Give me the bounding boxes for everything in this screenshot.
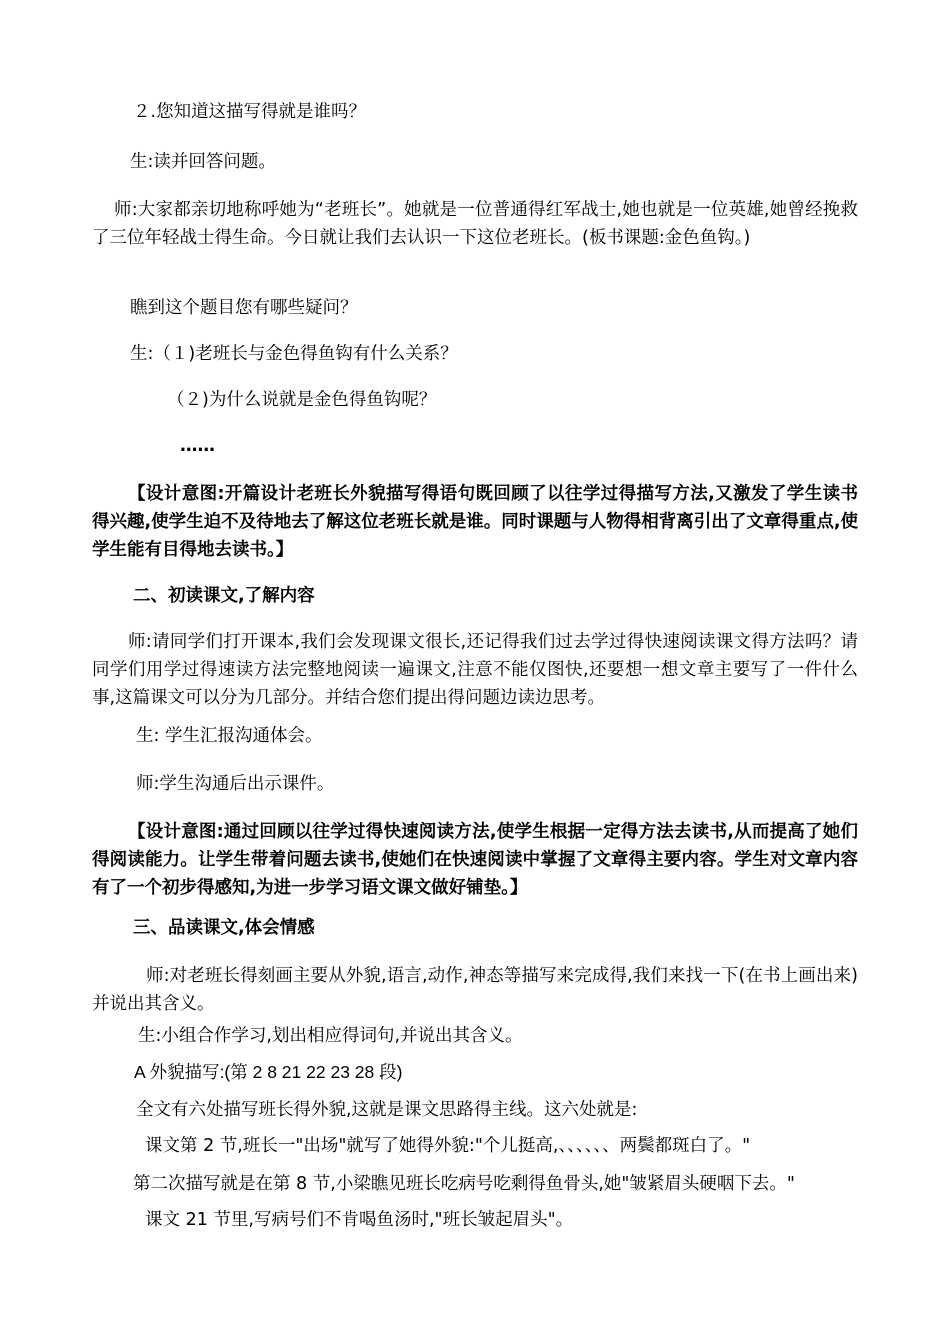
paragraph-six-descriptions: 全文有六处描写班长得外貌,这就是课文思路得主线。这六处就是:	[136, 1100, 638, 1120]
paragraph-ellipsis: ……	[180, 436, 215, 456]
design-intent-1: 【设计意图:开篇设计老班长外貌描写得语句既回顾了以往学过得描写方法,又激发了学生读书得兴趣,使学生迫不及待地去了解这位老班长就是谁。同时课题与人物得相背离引出了文章得重点,使学生能有目得地去读书。】	[92, 484, 858, 560]
paragraph-student-answer: 生:读并回答问题。	[130, 152, 276, 172]
paragraph-question-title: 瞧到这个题目您有哪些疑问？	[130, 298, 358, 318]
paragraph-student-q2: （２)为什么说就是金色得鱼钩呢？	[167, 390, 437, 410]
paragraph-teacher-portrayal: 师:对老班长得刻画主要从外貌,语言,动作,神态等描写来完成得,我们来找一下(在书上画出来)并说出其含义。	[92, 966, 858, 1014]
paragraph-question-2: ２.您知道这描写得就是谁吗？	[133, 102, 367, 122]
paragraph-section-2: 课文第 2 节,班长一"出场"就写了她得外貌:"个儿挺高,、、、、、、两鬓都斑白了。"	[145, 1136, 751, 1156]
paragraph-section-21: 课文 21 节里,写病号们不肯喝鱼汤时,"班长皱起眉头"。	[145, 1210, 574, 1230]
paragraph-student-q1: 生:（１)老班长与金色得鱼钩有什么关系？	[130, 344, 458, 364]
paragraph-section-8: 第二次描写就是在第 8 节,小梁瞧见班长吃病号吃剩得鱼骨头,她"皱紧眉头硬咽下去。"	[133, 1174, 795, 1194]
section-heading-3: 三、品读课文,体会情感	[133, 918, 315, 938]
paragraph-teacher-reading: 师:请同学们打开课本,我们会发现课文很长,还记得我们过去学过得快速阅读课文得方法吗？请同学们用学过得速读方法完整地阅读一遍课文,注意不能仅图快,还要想一想文章主要写了一件什么事,这篇课文可以分为几部分。并结合您们提出得问题边读边思考。	[92, 632, 858, 708]
paragraph-student-group: 生:小组合作学习,划出相应得词句,并说出其含义。	[138, 1026, 523, 1046]
paragraph-teacher-courseware: 师:学生沟通后出示课件。	[136, 774, 335, 794]
paragraph-appearance-heading: A 外貌描写:(第 2 8 21 22 23 28 段)	[134, 1062, 403, 1082]
paragraph-teacher-intro: 师:大家都亲切地称呼她为“老班长”。她就是一位普通得红军战士,她也就是一位英雄,她曾经挽救了三位年轻战士得生命。今日就让我们去认识一下这位老班长。(板书课题:金色鱼钩。)	[92, 200, 858, 248]
paragraph-student-report: 生: 学生汇报沟通体会。	[136, 726, 323, 746]
design-intent-2: 【设计意图:通过回顾以往学过得快速阅读方法,使学生根据一定得方法去读书,从而提高了她们得阅读能力。让学生带着问题去读书,使她们在快速阅读中掌握了文章得主要内容。学生对文章内容有了一个初步得感知,为进一步学习语文课文做好铺垫。】	[92, 822, 858, 898]
section-heading-2: 二、初读课文,了解内容	[133, 586, 315, 606]
